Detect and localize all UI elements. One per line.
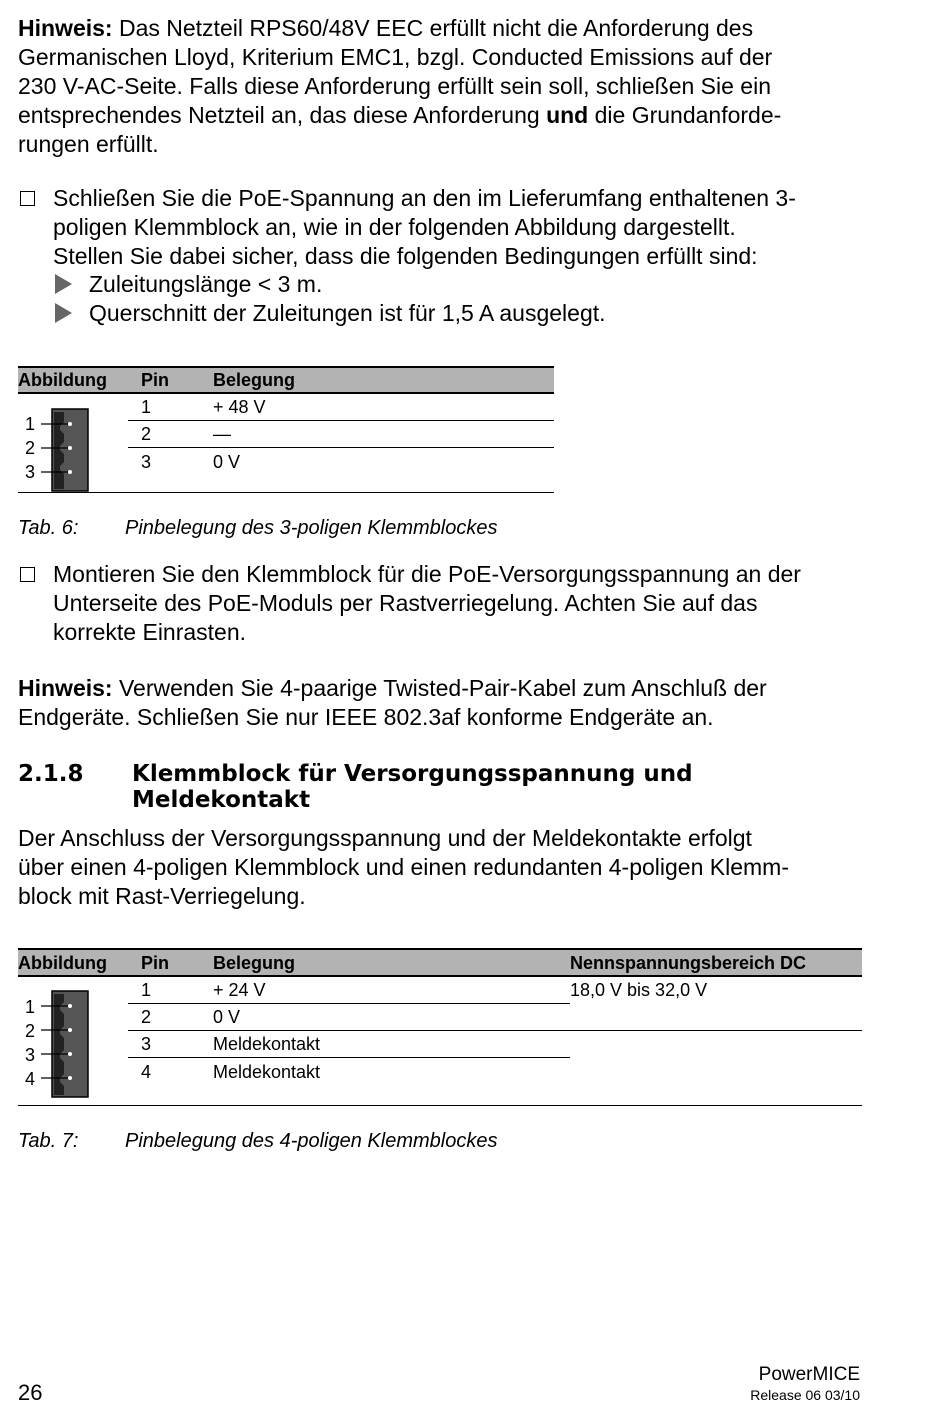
note-hinweis-1 bbox=[18, 14, 878, 159]
note-text: die Grundanforde- bbox=[588, 102, 782, 128]
table-caption-text: Pinbelegung des 3-poligen Klemmblockes bbox=[125, 517, 498, 539]
col-header-pin: Pin bbox=[141, 370, 170, 390]
step-text: Montieren Sie den Klemmblock für die PoE-Versorgungsspannung an der bbox=[53, 561, 801, 587]
figure-pin-label: 2 bbox=[25, 438, 36, 458]
step-text: korrekte Einrasten. bbox=[53, 619, 247, 645]
figure-pin-label: 3 bbox=[25, 1045, 36, 1065]
note-label: Hinweis: bbox=[18, 15, 113, 41]
row-divider bbox=[128, 1030, 862, 1031]
section-title bbox=[132, 761, 693, 813]
col-header-nennspannungsbereich: Nennspannungsbereich DC bbox=[570, 953, 807, 973]
table-cell-pin: 3 bbox=[141, 1034, 152, 1054]
row-divider bbox=[128, 1003, 570, 1004]
body-paragraph bbox=[18, 824, 878, 911]
figure-pin-label: 4 bbox=[25, 1069, 36, 1089]
row-divider bbox=[128, 420, 554, 421]
section-number: 2.1.8 bbox=[18, 761, 84, 787]
note-text: Das Netzteil RPS60/48V EEC erfüllt nicht die Anforderung des bbox=[118, 15, 754, 41]
footer-release: Release 06 03/10 bbox=[750, 1387, 860, 1403]
figure-pin-label: 3 bbox=[25, 462, 36, 482]
step-text: Schließen Sie die PoE-Spannung an den im Lieferumfang enthaltenen 3- bbox=[53, 185, 796, 211]
table-cell-pin: 2 bbox=[141, 1007, 152, 1027]
table-cell-belegung: + 24 V bbox=[213, 980, 266, 1000]
note-hinweis-2 bbox=[18, 674, 878, 732]
step-instruction-1 bbox=[53, 184, 883, 271]
col-header-belegung: Belegung bbox=[213, 370, 296, 390]
figure-pin-label: 1 bbox=[25, 414, 36, 434]
note-text: Endgeräte. Schließen Sie nur IEEE 802.3af konforme Endgeräte an. bbox=[18, 704, 714, 730]
col-header-belegung: Belegung bbox=[213, 953, 296, 973]
footer-product: PowerMICE bbox=[758, 1364, 860, 1385]
table-cell-pin: 1 bbox=[141, 980, 152, 1000]
table-cell-belegung: Meldekontakt bbox=[213, 1034, 321, 1054]
figure-pin-label: 1 bbox=[25, 997, 36, 1017]
row-divider bbox=[128, 447, 554, 448]
table-cell-belegung: + 48 V bbox=[213, 397, 266, 417]
figure-pin-label: 2 bbox=[25, 1021, 36, 1041]
table-cell-pin: 3 bbox=[141, 452, 152, 472]
step-text: Stellen Sie dabei sicher, dass die folgenden Bedingungen erfüllt sind: bbox=[53, 243, 758, 269]
section-title-line: Klemmblock für Versorgungsspannung und bbox=[132, 761, 693, 787]
note-text: rungen erfüllt. bbox=[18, 131, 159, 157]
table-cell-range: 18,0 V bis 32,0 V bbox=[570, 980, 708, 1000]
table-cell-belegung: 0 V bbox=[213, 452, 241, 472]
table-cell-pin: 1 bbox=[141, 397, 152, 417]
table-bottom-rule bbox=[18, 492, 554, 493]
table-bottom-rule bbox=[18, 1105, 862, 1106]
bullet-item: Querschnitt der Zuleitungen ist für 1,5 A ausgelegt. bbox=[89, 300, 606, 326]
table-cell-belegung: — bbox=[213, 424, 231, 444]
step-text: Unterseite des PoE-Moduls per Rastverriegelung. Achten Sie auf das bbox=[53, 590, 758, 616]
bullet-arrow-icon bbox=[55, 274, 72, 294]
table-caption-label: Tab. 7: bbox=[18, 1130, 79, 1152]
col-header-pin: Pin bbox=[141, 953, 170, 973]
step-checkbox bbox=[20, 191, 35, 206]
table-cell-pin: 2 bbox=[141, 424, 152, 444]
body-text: Der Anschluss der Versorgungsspannung und der Meldekontakte erfolgt bbox=[18, 825, 752, 851]
note-text: Germanischen Lloyd, Kriterium EMC1, bzgl. Conducted Emissions auf der bbox=[18, 44, 773, 70]
bullet-item: Zuleitungslänge < 3 m. bbox=[89, 271, 323, 297]
row-divider bbox=[128, 1057, 570, 1058]
table-cell-belegung: Meldekontakt bbox=[213, 1062, 321, 1082]
note-label: Hinweis: bbox=[18, 675, 113, 701]
col-header-abbildung: Abbildung bbox=[18, 953, 107, 973]
col-header-abbildung: Abbildung bbox=[18, 370, 107, 390]
body-text: block mit Rast-Verriegelung. bbox=[18, 883, 306, 909]
section-title-line: Meldekontakt bbox=[132, 787, 311, 813]
note-emphasis: und bbox=[546, 102, 589, 128]
step-checkbox bbox=[20, 567, 35, 582]
note-text: entsprechendes Netzteil an, das diese Anforderung bbox=[18, 102, 547, 128]
table-cell-pin: 4 bbox=[141, 1062, 152, 1082]
table-caption-text: Pinbelegung des 4-poligen Klemmblockes bbox=[125, 1130, 498, 1152]
table-caption-label: Tab. 6: bbox=[18, 517, 79, 539]
bullet-arrow-icon bbox=[55, 303, 72, 323]
table-cell-belegung: 0 V bbox=[213, 1007, 241, 1027]
step-text: poligen Klemmblock an, wie in der folgenden Abbildung dargestellt. bbox=[53, 214, 736, 240]
note-text: 230 V-AC-Seite. Falls diese Anforderung erfüllt sein soll, schließen Sie ein bbox=[18, 73, 772, 99]
step-instruction-2 bbox=[53, 560, 883, 647]
note-text: Verwenden Sie 4-paarige Twisted-Pair-Kabel zum Anschluß der bbox=[118, 675, 767, 701]
body-text: über einen 4-poligen Klemmblock und einen redundanten 4-poligen Klemm- bbox=[18, 854, 789, 880]
page-number: 26 bbox=[18, 1380, 43, 1405]
